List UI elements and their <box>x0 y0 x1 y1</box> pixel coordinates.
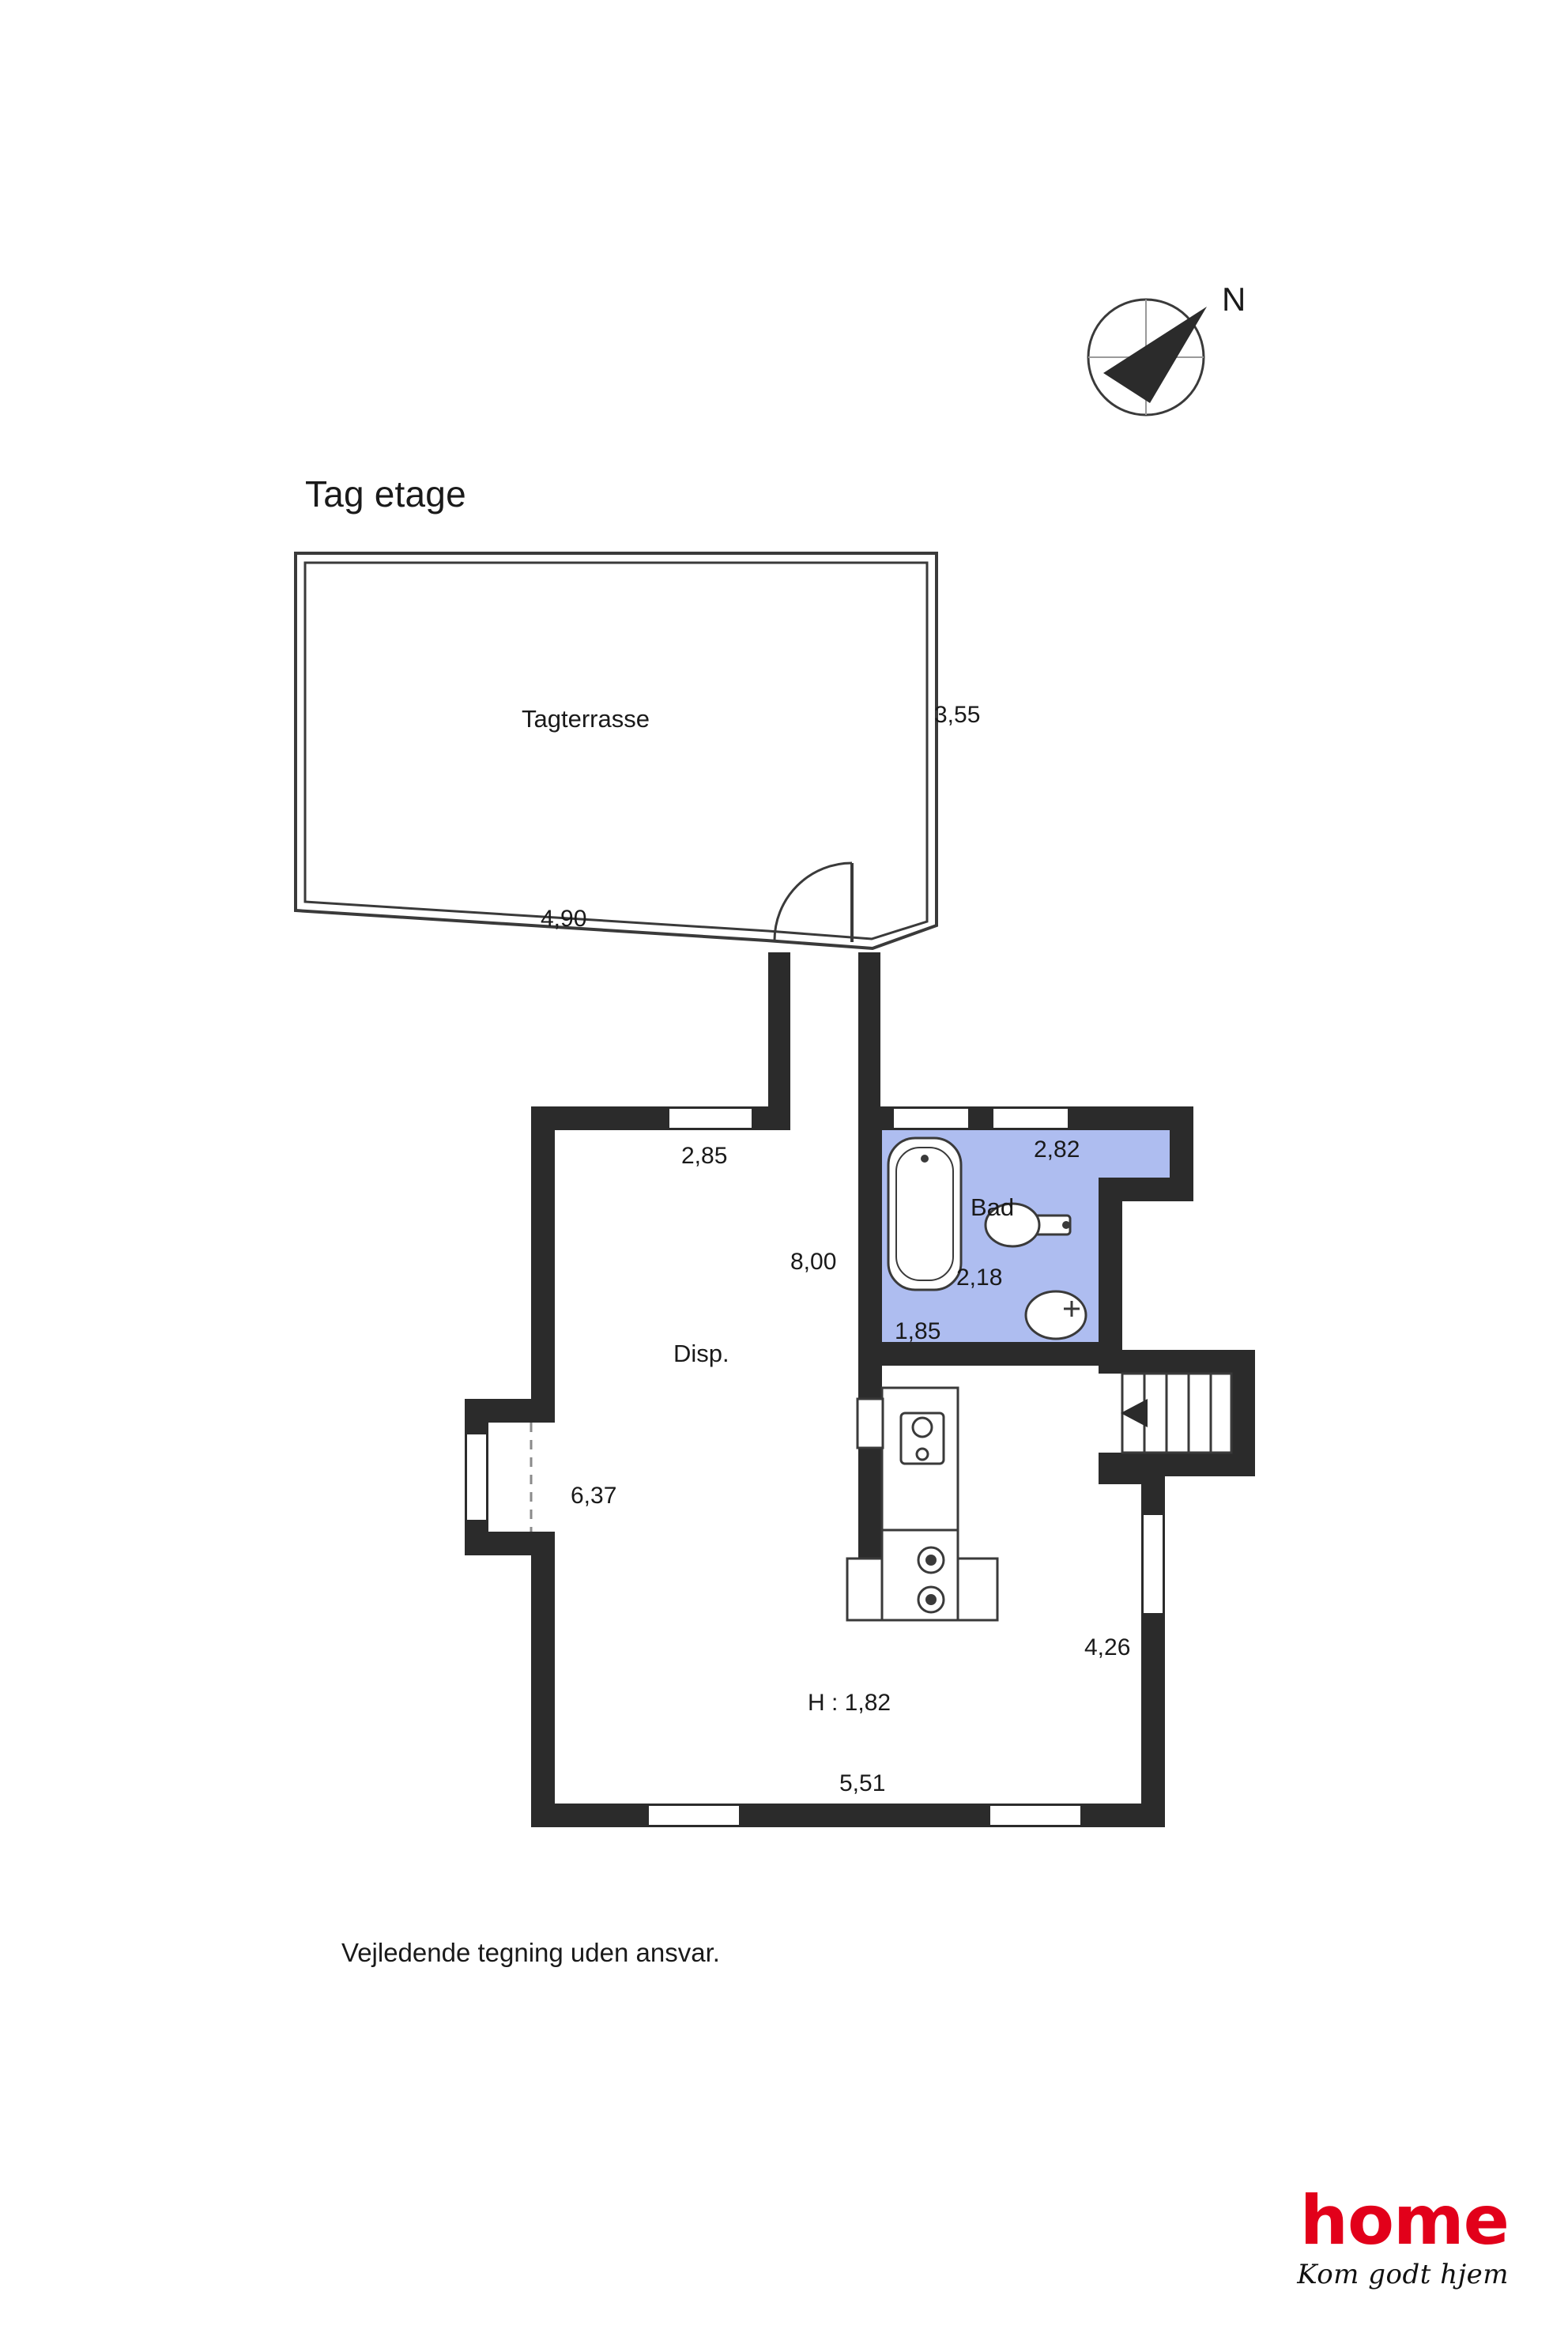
dimension-label: 4,90 <box>541 906 587 932</box>
ceiling-height-annotation: H : 1,82 <box>808 1690 891 1716</box>
dimension-label: 1,85 <box>895 1318 941 1344</box>
dimension-label: 5,51 <box>839 1770 886 1796</box>
sink-icon <box>1026 1291 1086 1339</box>
brand-name: home <box>1299 2181 1509 2261</box>
kitchen-sink-icon <box>901 1413 944 1464</box>
room-label-bad: Bad <box>971 1193 1015 1221</box>
page-title: Tag etage <box>305 473 466 514</box>
dimension-label: 2,85 <box>681 1143 728 1169</box>
disclaimer-text: Vejledende tegning uden ansvar. <box>341 1938 720 1967</box>
dimension-label: 2,18 <box>956 1265 1003 1291</box>
room-label-disp: Disp. <box>673 1340 729 1367</box>
brand-logo <box>1297 2181 1509 2290</box>
dimension-label: 3,55 <box>934 702 981 728</box>
brand-slogan: Kom godt hjem <box>1297 2259 1509 2290</box>
dimension-label: 2,82 <box>1034 1136 1080 1163</box>
dimension-label: 4,26 <box>1084 1634 1131 1660</box>
north-label: N <box>1222 281 1246 318</box>
dimension-label: 8,00 <box>790 1249 837 1275</box>
north-compass-icon <box>1088 300 1207 415</box>
staircase-icon <box>1121 1374 1231 1453</box>
terrace-outline <box>296 553 937 948</box>
room-label-tagterrasse: Tagterrasse <box>522 705 650 733</box>
dimension-label: 6,37 <box>571 1483 617 1509</box>
bathtub-icon <box>888 1138 961 1290</box>
